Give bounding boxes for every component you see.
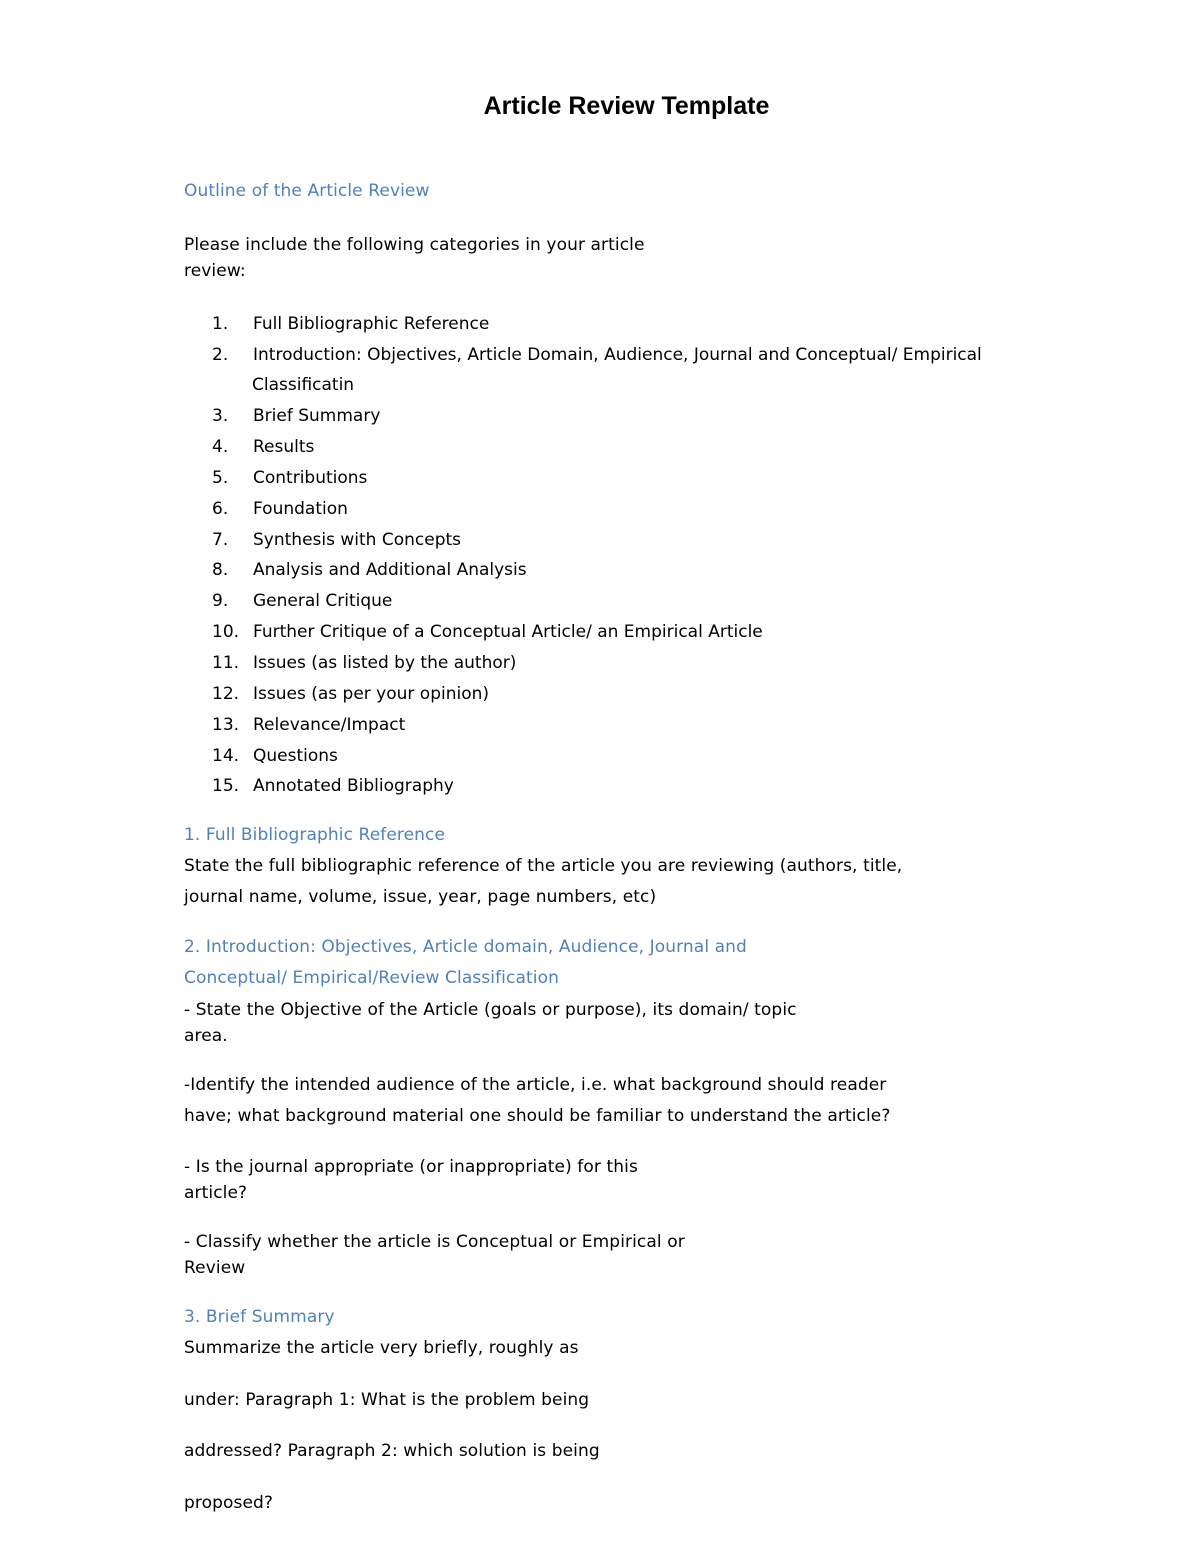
outline-list-item: 5. Contributions [212,468,368,488]
section3-text-line4: proposed? [184,1493,274,1513]
outline-list-item: 12. Issues (as per your opinion) [212,684,490,704]
outline-list-item: 13. Relevance/Impact [212,715,406,735]
section2-heading-line2: Conceptual/ Empirical/Review Classification [184,968,559,988]
outline-list-item: 3. Brief Summary [212,406,381,426]
outline-list-item: 1. Full Bibliographic Reference [212,314,490,334]
section3-text-line3: addressed? Paragraph 2: which solution is being [184,1441,600,1461]
section2-journal-line1: - Is the journal appropriate (or inappropriate) for this [184,1157,638,1177]
document-title: Article Review Template [483,92,770,120]
outline-list-item: 8. Analysis and Additional Analysis [212,560,527,580]
intro-text-line2: review: [184,261,246,281]
section2-heading-line1: 2. Introduction: Objectives, Article domain, Audience, Journal and [184,937,747,957]
section2-objective-line1: - State the Objective of the Article (goals or purpose), its domain/ topic [184,1000,797,1020]
outline-list-item: 11. Issues (as listed by the author) [212,653,517,673]
section3-heading: 3. Brief Summary [184,1307,335,1327]
section1-text-line2: journal name, volume, issue, year, page numbers, etc) [184,887,657,907]
outline-list-item: 10. Further Critique of a Conceptual Article/ an Empirical Article [212,622,763,642]
outline-list-item: 7. Synthesis with Concepts [212,530,462,550]
outline-list-item: 14. Questions [212,746,338,766]
section3-text-line1: Summarize the article very briefly, roughly as [184,1338,579,1358]
section2-objective-line2: area. [184,1026,228,1046]
outline-list-item: 6. Foundation [212,499,348,519]
outline-list-item-continuation: Classificatin [252,375,355,395]
intro-text-line1: Please include the following categories in your article [184,235,645,255]
outline-heading: Outline of the Article Review [184,181,430,201]
section1-text-line1: State the full bibliographic reference of the article you are reviewing (authors, title, [184,856,903,876]
section3-text-line2: under: Paragraph 1: What is the problem being [184,1390,590,1410]
outline-list-item: 4. Results [212,437,315,457]
section2-audience-line2: have; what background material one should be familiar to understand the article? [184,1106,891,1126]
outline-list-item: 15. Annotated Bibliography [212,776,454,796]
section2-classify-line2: Review [184,1258,246,1278]
outline-list-item: 2. Introduction: Objectives, Article Domain, Audience, Journal and Conceptual/ Empirical [212,345,982,365]
section1-heading: 1. Full Bibliographic Reference [184,825,446,845]
outline-list-item: 9. General Critique [212,591,393,611]
section2-classify-line1: - Classify whether the article is Conceptual or Empirical or [184,1232,685,1252]
section2-journal-line2: article? [184,1183,248,1203]
section2-audience-line1: -Identify the intended audience of the article, i.e. what background should reader [184,1075,887,1095]
